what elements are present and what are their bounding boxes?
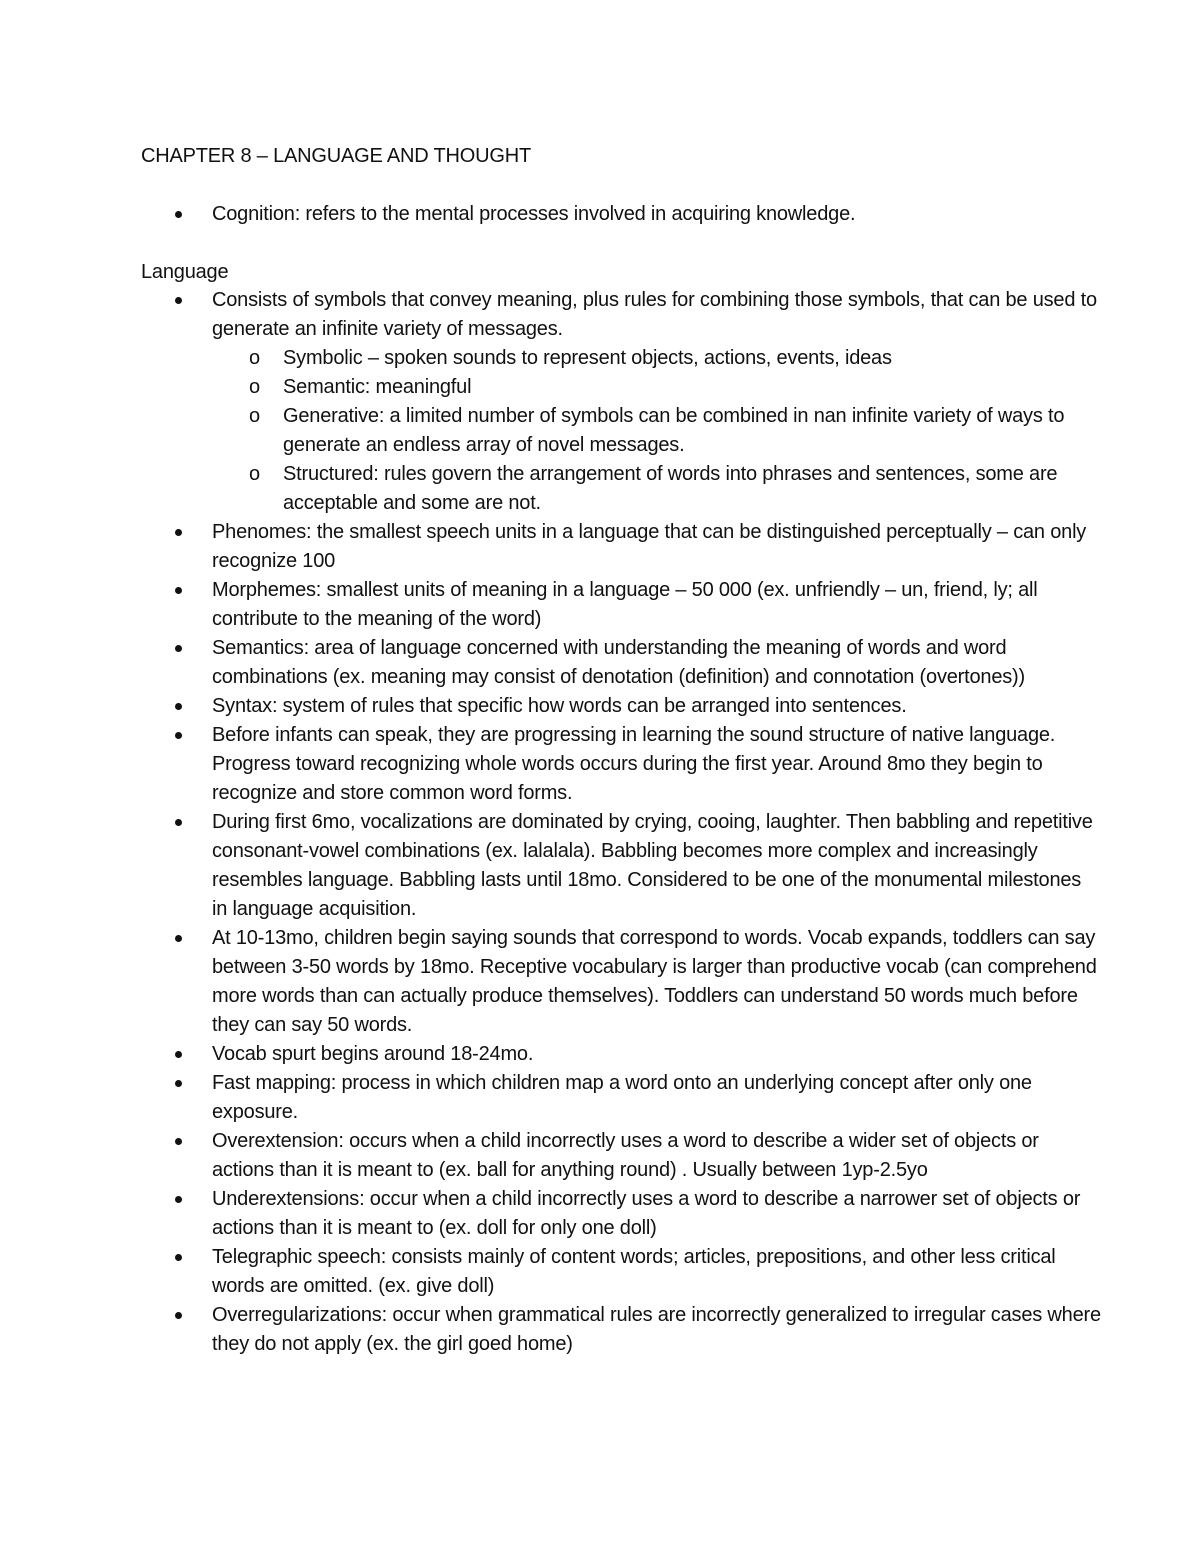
bullet-item-definition: Consists of symbols that convey meaning, plus rules for combining those symbols, that can be used to generate an infinite variety of messages. bbox=[141, 286, 1101, 344]
bullet-item-syntax: Syntax: system of rules that specific how words can be arranged into sentences. bbox=[141, 692, 1101, 721]
chapter-title: CHAPTER 8 – LANGUAGE AND THOUGHT bbox=[141, 145, 531, 167]
bullet-item-telegraphic-speech: Telegraphic speech: consists mainly of content words; articles, prepositions, and other less critical words are omitted. (ex. give doll) bbox=[141, 1243, 1101, 1301]
bullet-item-overextension: Overextension: occurs when a child incorrectly uses a word to describe a wider set of objects or actions than it is meant to (ex. ball for anything round) . Usually between 1yp-2.5yo bbox=[141, 1127, 1101, 1185]
bullet-item-cognition: Cognition: refers to the mental processes involved in acquiring knowledge. bbox=[141, 200, 1101, 229]
bullet-item-fast-mapping: Fast mapping: process in which children map a word onto an underlying concept after only one exposure. bbox=[141, 1069, 1101, 1127]
bullet-item-vocab-spurt: Vocab spurt begins around 18-24mo. bbox=[141, 1040, 1101, 1069]
bullet-item-overregularizations: Overregularizations: occur when grammatical rules are incorrectly generalized to irregular cases where they do not apply (ex. the girl goed home) bbox=[141, 1301, 1101, 1359]
bullet-item-infant-sound-structure: Before infants can speak, they are progressing in learning the sound structure of native language. Progress toward recognizing whole words occurs during the first year. Around 8mo they begin to recognize and store common word forms. bbox=[141, 721, 1101, 808]
bullet-item-morphemes: Morphemes: smallest units of meaning in a language – 50 000 (ex. unfriendly – un, friend, ly; all contribute to the meaning of the word) bbox=[141, 576, 1101, 634]
subbullet-item-structured: o Structured: rules govern the arrangement of words into phrases and sentences, some are acceptable and some are not. bbox=[141, 460, 1101, 518]
section-heading-language: Language bbox=[141, 261, 229, 283]
bullet-item-first-words: At 10-13mo, children begin saying sounds that correspond to words. Vocab expands, toddlers can say between 3-50 words by 18mo. Receptive vocabulary is larger than productive vocab (can comprehend more words than can actually produce themselves). Toddlers can understand 50 words much before they can say 50 words. bbox=[141, 924, 1101, 1040]
bullet-item-babbling: During first 6mo, vocalizations are dominated by crying, cooing, laughter. Then babbling and repetitive consonant-vowel combinations (ex. lalalala). Babbling becomes more complex and increasingly resembles language. Babbling lasts until 18mo. Considered to be one of the monumental milestones in language acquisition. bbox=[141, 808, 1101, 924]
bullet-item-underextensions: Underextensions: occur when a child incorrectly uses a word to describe a narrower set of objects or actions than it is meant to (ex. doll for only one doll) bbox=[141, 1185, 1101, 1243]
subbullet-item-semantic: o Semantic: meaningful bbox=[141, 373, 1101, 402]
bullet-item-phenomes: Phenomes: the smallest speech units in a language that can be distinguished perceptually – can only recognize 100 bbox=[141, 518, 1101, 576]
subbullet-item-generative: o Generative: a limited number of symbols can be combined in nan infinite variety of ways to generate an endless array of novel messages. bbox=[141, 402, 1101, 460]
intro-bullet-list bbox=[141, 200, 1101, 229]
subbullet-item-symbolic: o Symbolic – spoken sounds to represent objects, actions, events, ideas bbox=[141, 344, 1101, 373]
bullet-item-semantics: Semantics: area of language concerned with understanding the meaning of words and word combinations (ex. meaning may consist of denotation (definition) and connotation (overtones)) bbox=[141, 634, 1101, 692]
language-bullet-list bbox=[141, 286, 1101, 1359]
